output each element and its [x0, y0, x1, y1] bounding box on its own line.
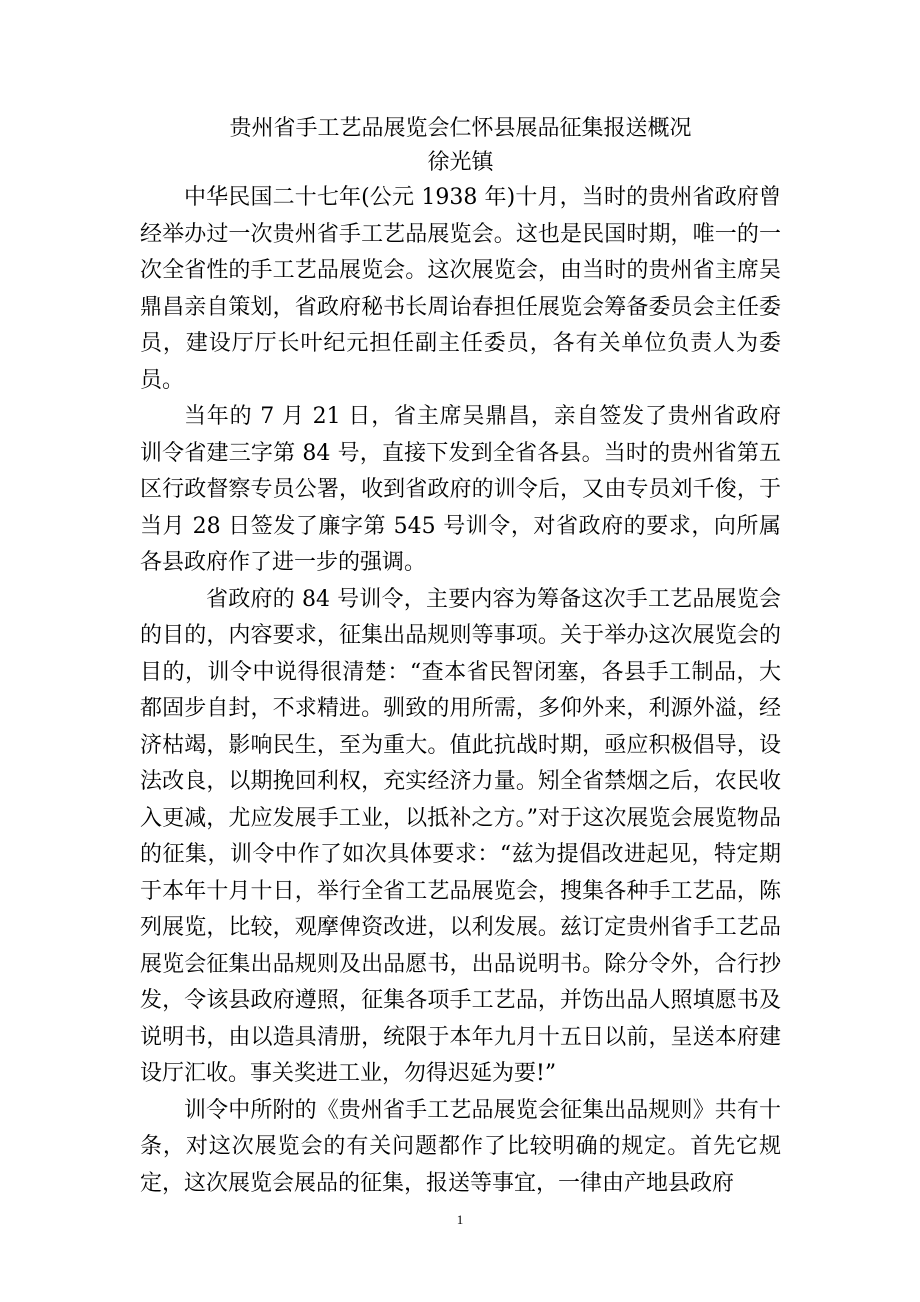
- document-title: 贵州省手工艺品展览会仁怀县展品征集报送概况: [229, 116, 692, 141]
- author-name: 徐光镇: [427, 150, 494, 175]
- paragraph-1: 中华民国二十七年(公元 1938 年)十月，当时的贵州省政府曾经举办过一次贵州省手工艺品展览会。这也是民国时期，唯一的一次全省性的手工艺品展览会。这次展览会，由当时的贵州省主席吴鼎昌亲自策划，省政府秘书长周诒春担任展览会筹备委员会主任委员，建设厅厅长叶纪元担任副主任委员，各有关单位负责人为委员。: [140, 185, 781, 393]
- document-body: [140, 112, 781, 1202]
- page-number: 1: [456, 1212, 464, 1227]
- paragraph-3: 省政府的 84 号训令，主要内容为筹备这次手工艺品展览会的目的，内容要求，征集出品规则等事项。关于举办这次展览会的目的，训令中说得很清楚：“查本省民智闭塞，各县手工制品，大都固步自封，不求精进。驯致的用所需，多仰外来，利源外溢，经济枯竭，影响民生，至为重大。值此抗战时期，亟应积极倡导，设法改良，以期挽回利权，充实经济力量。矧全省禁烟之后，农民收入更减，尤应发展手工业，以抵补之方。”对于这次展览会展览物品的征集，训令中作了如次具体要求：“兹为提倡改进起见，特定期于本年十月十日，举行全省工艺品展览会，搜集各种手工艺品，陈列展览，比较，观摩俾资改进，以利发展。兹订定贵州省手工艺品展览会征集出品规则及出品愿书，出品说明书。除分令外，合行抄发，令该县政府遵照，征集各项手工艺品，并饬出品人照填愿书及说明书，由以造具清册，统限于本年九月十五日以前，呈送本府建设厅汇收。事关奖进工业，勿得迟延为要!”: [140, 586, 781, 1086]
- paragraph-2: 当年的 7 月 21 日，省主席吴鼎昌，亲自签发了贵州省政府训令省建三字第 84 号，直接下发到全省各县。当时的贵州省第五区行政督察专员公署，收到省政府的训令后，又由专员刘千俊，于当月 28 日签发了廉字第 545 号训令，对省政府的要求，向所属各县政府作了进一步的强调。: [140, 404, 781, 575]
- paragraph-4: 训令中所附的《贵州省手工艺品展览会征集出品规则》共有十条，对这次展览会的有关问题都作了比较明确的规定。首先它规定，这次展览会展品的征集，报送等事宜，一律由产地县政府: [140, 1097, 781, 1196]
